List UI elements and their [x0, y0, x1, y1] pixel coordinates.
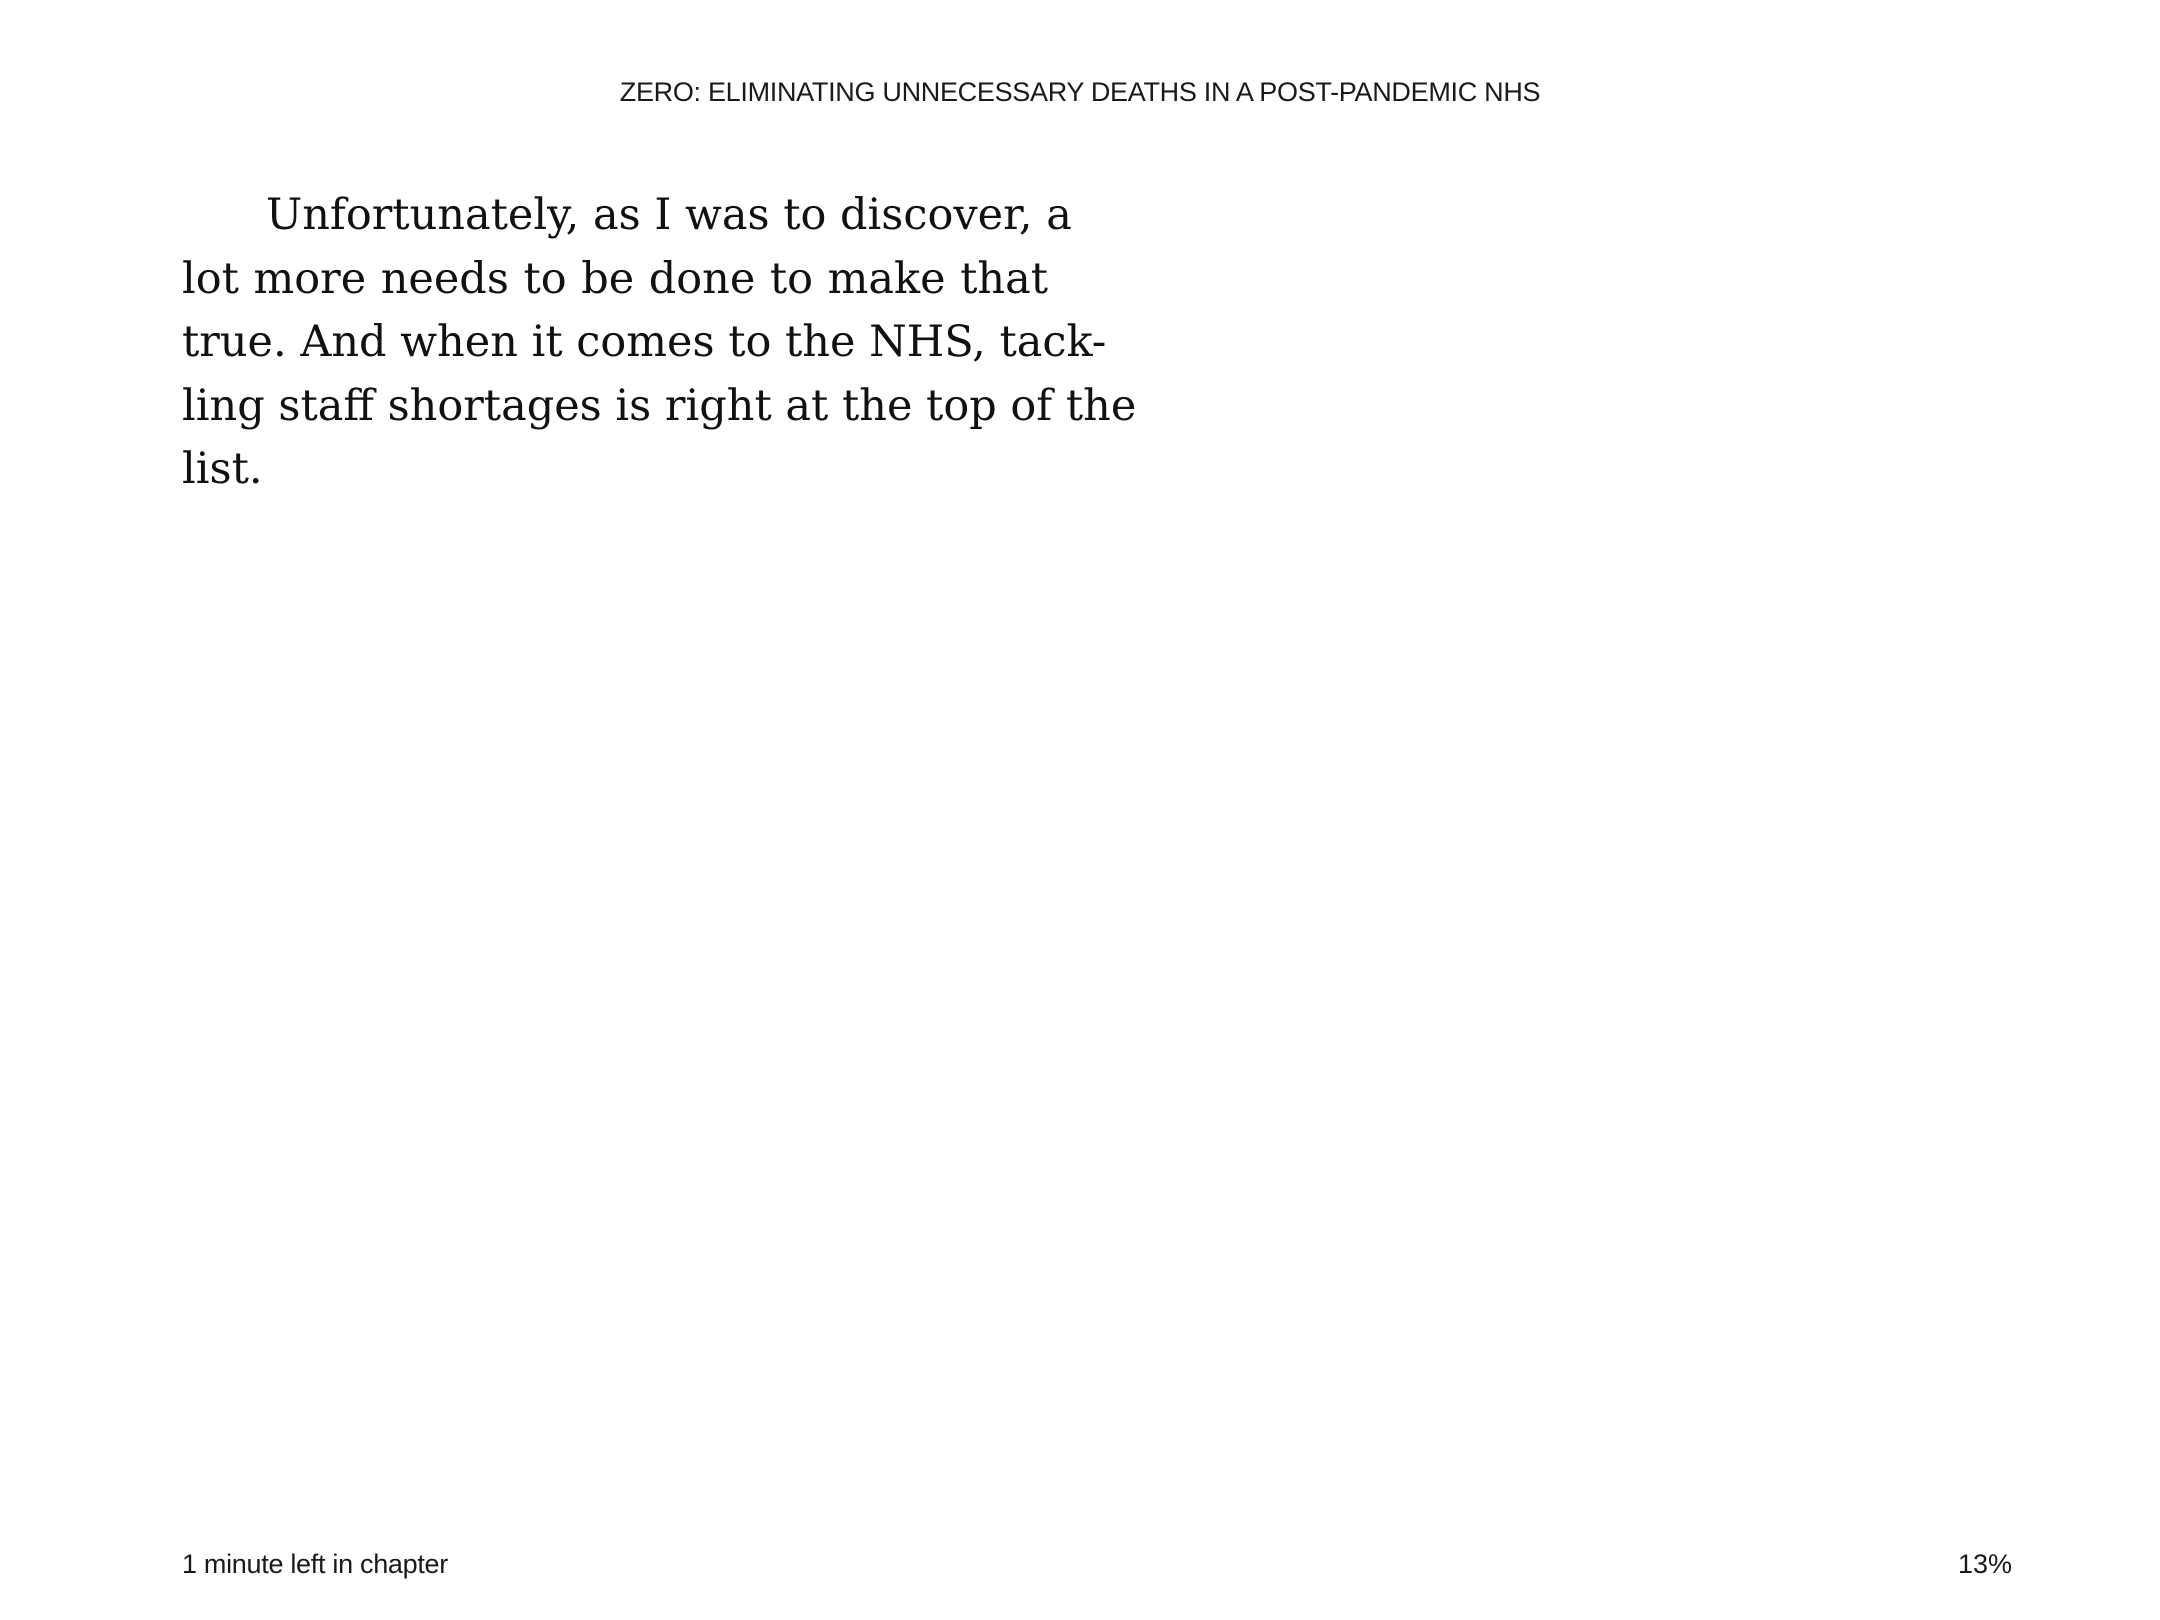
body-paragraph	[182, 184, 1137, 502]
paragraph-line: true. And when it comes to the NHS, tack-	[182, 317, 1107, 367]
reading-progress-percent[interactable]: 13%	[1957, 1549, 2012, 1579]
paragraph-line: lot more needs to be done to make that	[182, 253, 1048, 304]
paragraph-line: list.	[182, 444, 263, 494]
text-column[interactable]	[182, 184, 1137, 502]
paragraph-line: Unfortunately, as I was to discover, a	[266, 190, 1072, 240]
book-title-header: ZERO: ELIMINATING UNNECESSARY DEATHS IN A POST-PANDEMIC NHS	[619, 77, 1541, 107]
paragraph-line: ling staff shortages is right at the top of the	[182, 380, 1137, 431]
time-left-in-chapter[interactable]: 1 minute left in chapter	[182, 1549, 448, 1579]
